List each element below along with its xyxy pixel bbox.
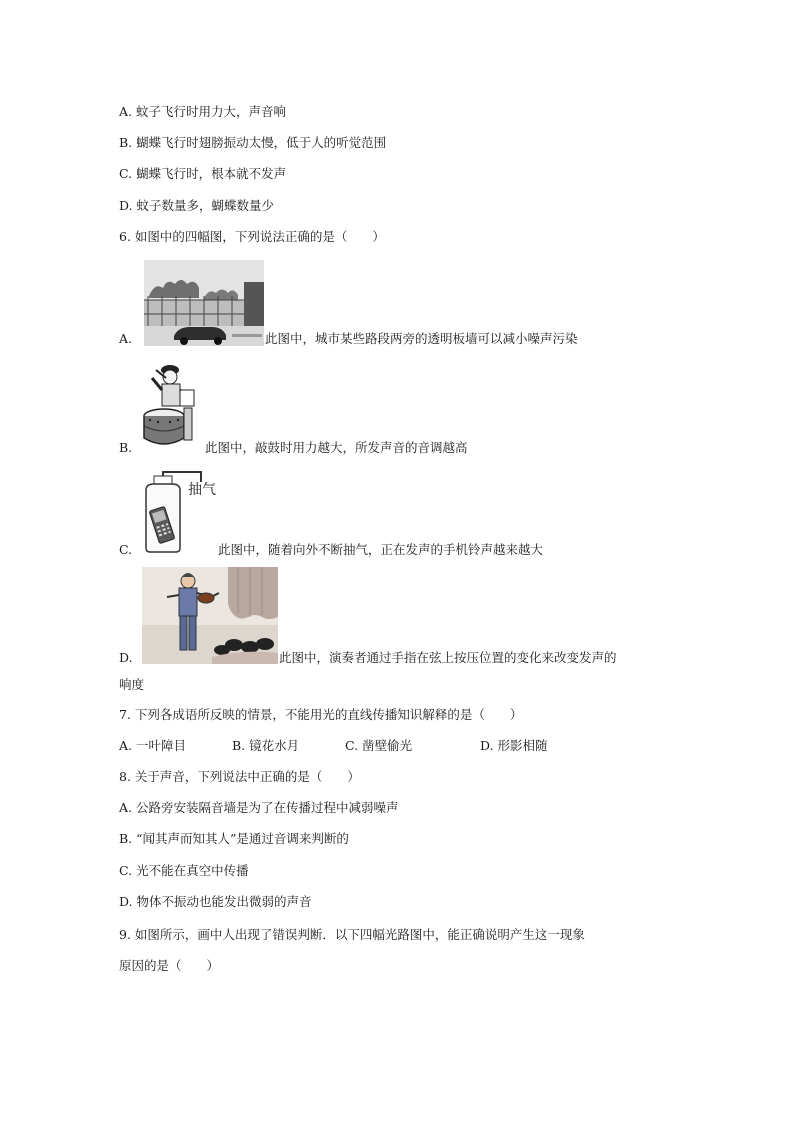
q6-figure-d-violinist (142, 567, 278, 664)
q6-stem: 6. 如图中的四幅图，下列说法正确的是（ ） (119, 229, 385, 244)
q5-option-a: A. 蚊子飞行时用力大，声音响 (119, 104, 286, 119)
q6-figure-a-noise-barrier (144, 260, 264, 346)
q6-option-c-label: C. (119, 542, 133, 557)
q8-option-a: A. 公路旁安装隔音墙是为了在传播过程中减弱噪声 (119, 800, 399, 815)
q5-option-d: D. 蚊子数量多，蝴蝶数量少 (119, 198, 275, 213)
q6-option-a-text: 此图中，城市某些路段两旁的透明板墙可以减小噪声污染 (265, 331, 578, 346)
q5-option-c: C. 蝴蝶飞行时，根本就不发声 (119, 166, 287, 181)
q6-option-d-label: D. (119, 650, 133, 665)
q8-option-c: C. 光不能在真空中传播 (119, 863, 249, 878)
q6-option-d-text-cont: 响度 (119, 677, 145, 692)
q8-stem: 8. 关于声音，下列说法中正确的是（ ） (119, 769, 360, 784)
q6-option-a-label: A. (119, 331, 133, 346)
q7-option-b: B. 镜花水月 (232, 738, 300, 753)
q9-stem: 9. 如图所示，画中人出现了错误判断．以下四幅光路图中，能正确说明产生这一现象 (119, 927, 585, 942)
q8-option-d: D. 物体不振动也能发出微弱的声音 (119, 894, 312, 909)
q8-option-b: B. “闻其声而知其人”是通过音调来判断的 (119, 831, 349, 846)
q6-option-d-text: 此图中，演奏者通过手指在弦上按压位置的变化来改变发声的 (279, 650, 617, 665)
q5-option-b: B. 蝴蝶飞行时翅膀振动太慢，低于人的听觉范围 (119, 135, 387, 150)
q6-figure-b-drummer (140, 360, 204, 454)
q9-stem-cont: 原因的是（ ） (119, 958, 220, 973)
q6-option-b-text: 此图中，敲鼓时用力越大，所发声音的音调越高 (205, 440, 468, 455)
q6-option-b-label: B. (119, 440, 133, 455)
q6-option-c-text: 此图中，随着向外不断抽气，正在发声的手机铃声越来越大 (218, 542, 544, 557)
q7-option-d: D. 形影相随 (480, 738, 548, 753)
q7-option-a: A. 一叶障目 (119, 738, 186, 753)
q6-option-c-figure-label: 抽气 (188, 482, 216, 498)
q7-option-c: C. 凿壁偷光 (345, 738, 413, 753)
q7-stem: 7. 下列各成语所反映的情景，不能用光的直线传播知识解释的是（ ） (119, 707, 523, 722)
